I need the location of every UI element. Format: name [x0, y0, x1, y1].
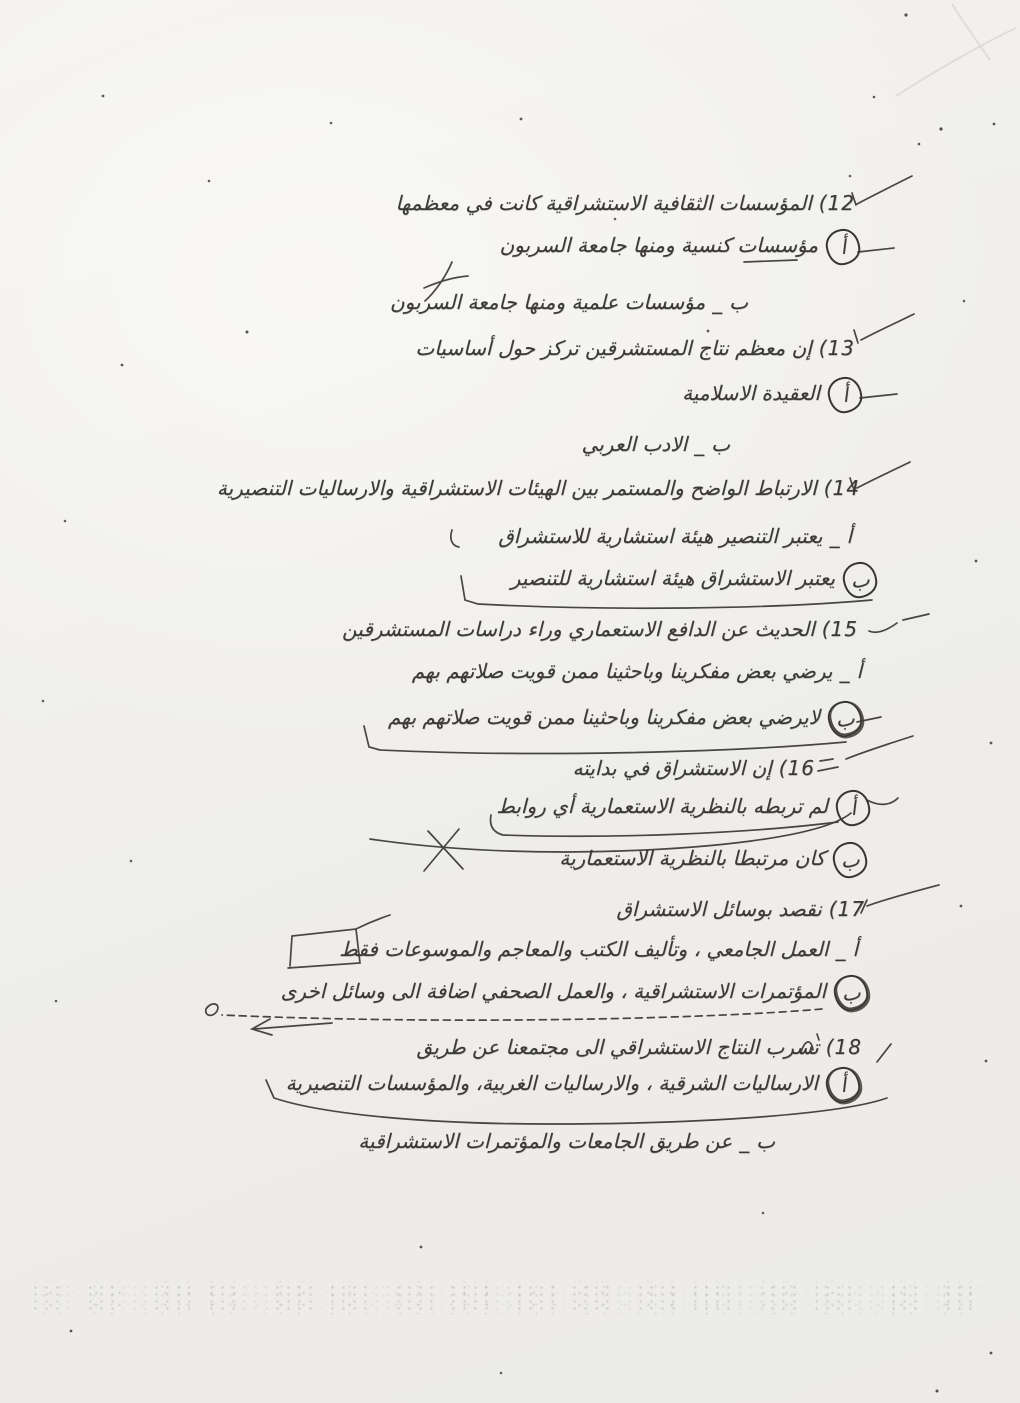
letter-separator: _ — [835, 937, 846, 961]
q16-check-dashes — [818, 759, 838, 771]
option-text: عن طريق الجامعات والمؤتمرات الاستشراقية — [358, 1129, 733, 1153]
option-letter: أ — [838, 234, 848, 259]
question-text: الارتباط الواضح والمستمر بين الهيئات الاستشراقية والارساليات التنصيرية — [216, 476, 817, 500]
question-15-option-b — [388, 700, 862, 737]
question-text: إن معظم نتاج المستشرقين تركز حول أساسيات — [415, 336, 812, 360]
question-12-option-a — [499, 228, 860, 265]
question-number: 16) — [778, 756, 815, 780]
q12-check-slash — [857, 176, 912, 204]
q18-slash — [877, 1044, 891, 1062]
option-letter: أ — [846, 524, 852, 548]
q17-left-arrow — [252, 1019, 332, 1035]
q14-check-slash — [857, 462, 910, 488]
letter-separator: _ — [739, 1129, 750, 1153]
question-number: 13) — [818, 336, 855, 360]
option-letter: أ — [856, 659, 862, 683]
letter-separator: _ — [839, 659, 850, 683]
option-letter: ب — [729, 290, 748, 314]
handwritten-answer-circle — [832, 973, 870, 1013]
question-text: إن الاستشراق في بدايته — [572, 756, 772, 780]
option-letter: أ — [838, 1072, 848, 1097]
handwritten-answer-circle — [824, 227, 862, 267]
q17-dashed-underline-option-b — [222, 1009, 822, 1020]
question-number: 14) — [823, 476, 860, 500]
option-letter: ب — [711, 432, 730, 456]
question-16-option-b — [559, 841, 867, 878]
handwritten-answer-circle — [834, 788, 872, 828]
question-text: نقصد بوسائل الاستشراق — [616, 897, 822, 921]
q16-check-slash — [846, 736, 913, 759]
question-number: 12) — [818, 191, 855, 215]
letter-separator: _ — [694, 432, 705, 456]
option-text: يرضي بعض مفكرينا وباحثينا ممن قويت صلاتهم بهم — [411, 659, 833, 683]
option-text: الادب العربي — [581, 432, 688, 456]
handwritten-answer-circle — [826, 375, 864, 415]
question-12 — [395, 186, 855, 220]
option-letter: أ — [840, 382, 850, 407]
question-13-option-b — [582, 427, 730, 461]
question-15-option-a — [412, 654, 862, 688]
question-13-option-a — [682, 376, 862, 413]
fold-crease — [896, 28, 1016, 96]
q15-check-mark — [869, 614, 929, 632]
letter-separator: _ — [712, 290, 723, 314]
option-text: لايرضي بعض مفكرينا وباحثينا ممن قويت صلاتهم بهم — [387, 705, 820, 729]
question-14-option-b — [511, 561, 877, 598]
question-number: 18) — [825, 1035, 862, 1059]
photocopy-specks — [0, 0, 2, 2]
q17-box-tail — [356, 915, 390, 929]
question-17-option-a — [339, 932, 858, 966]
option-letter: أ — [852, 937, 858, 961]
question-16 — [573, 751, 815, 785]
question-12-option-b — [390, 285, 748, 319]
question-18-option-a — [286, 1066, 860, 1103]
option-text: الارساليات الشرقية ، والارساليات الغربية، والمؤسسات التنصيرية — [285, 1071, 818, 1095]
question-number: 17) — [828, 897, 865, 921]
option-letter: ب — [840, 979, 862, 1006]
question-13 — [415, 331, 855, 365]
q17-scribble — [206, 1004, 218, 1015]
option-text: كان مرتبطا بالنظرية الاستعمارية — [559, 846, 825, 870]
q16-x-mark — [424, 829, 463, 871]
question-14 — [217, 471, 860, 505]
question-17 — [616, 892, 865, 926]
bleed-through-text-band — [30, 1281, 980, 1315]
handwritten-answer-circle — [824, 1065, 862, 1105]
option-letter: ب — [756, 1129, 775, 1153]
handwritten-answer-circle — [841, 560, 879, 600]
question-text: الحديث عن الدافع الاستعماري وراء دراسات المستشرقين — [342, 617, 815, 641]
question-14-option-a — [498, 519, 852, 553]
question-text: تسرب النتاج الاستشراقي الى مجتمعنا عن طريق — [416, 1035, 819, 1059]
q13-circle-line — [860, 394, 897, 398]
option-text: العمل الجامعي ، وتأليف الكتب والمعاجم والموسوعات فقط — [339, 937, 829, 961]
q12-circle-line — [858, 248, 894, 252]
option-letter: ب — [834, 705, 856, 732]
option-text: العقيدة الاسلامية — [682, 381, 820, 405]
handwritten-answer-circle — [826, 699, 864, 739]
question-17-option-b — [281, 974, 868, 1011]
option-letter: ب — [849, 566, 871, 593]
question-18 — [416, 1030, 862, 1064]
question-18-option-b — [358, 1124, 775, 1158]
handwritten-answer-circle — [831, 840, 869, 880]
q13-check-slash — [861, 314, 914, 340]
option-letter: ب — [839, 846, 861, 873]
q14-stray-mark — [451, 530, 459, 547]
option-letter: أ — [848, 795, 858, 820]
question-number: 15) — [821, 617, 858, 641]
fold-crease — [952, 4, 990, 60]
question-text: المؤسسات الثقافية الاستشراقية كانت في معظمها — [395, 191, 812, 215]
q17-check-slash — [867, 885, 939, 906]
question-15 — [342, 612, 858, 646]
option-text: مؤسسات علمية ومنها جامعة السربون — [389, 290, 706, 314]
option-text: مؤسسات كنسية ومنها جامعة السربون — [499, 233, 818, 257]
q16-circle-a-tail — [867, 798, 898, 804]
question-16-option-a — [496, 789, 870, 826]
letter-separator: _ — [829, 524, 840, 548]
option-text: يعتبر الاستشراق هيئة استشارية للتنصير — [510, 566, 835, 590]
option-text: لم تربطه بالنظرية الاستعمارية أي روابط — [496, 794, 828, 818]
option-text: يعتبر التنصير هيئة استشارية للاستشراق — [498, 524, 823, 548]
option-text: المؤتمرات الاستشراقية ، والعمل الصحفي اضافة الى وسائل اخرى — [280, 979, 826, 1003]
